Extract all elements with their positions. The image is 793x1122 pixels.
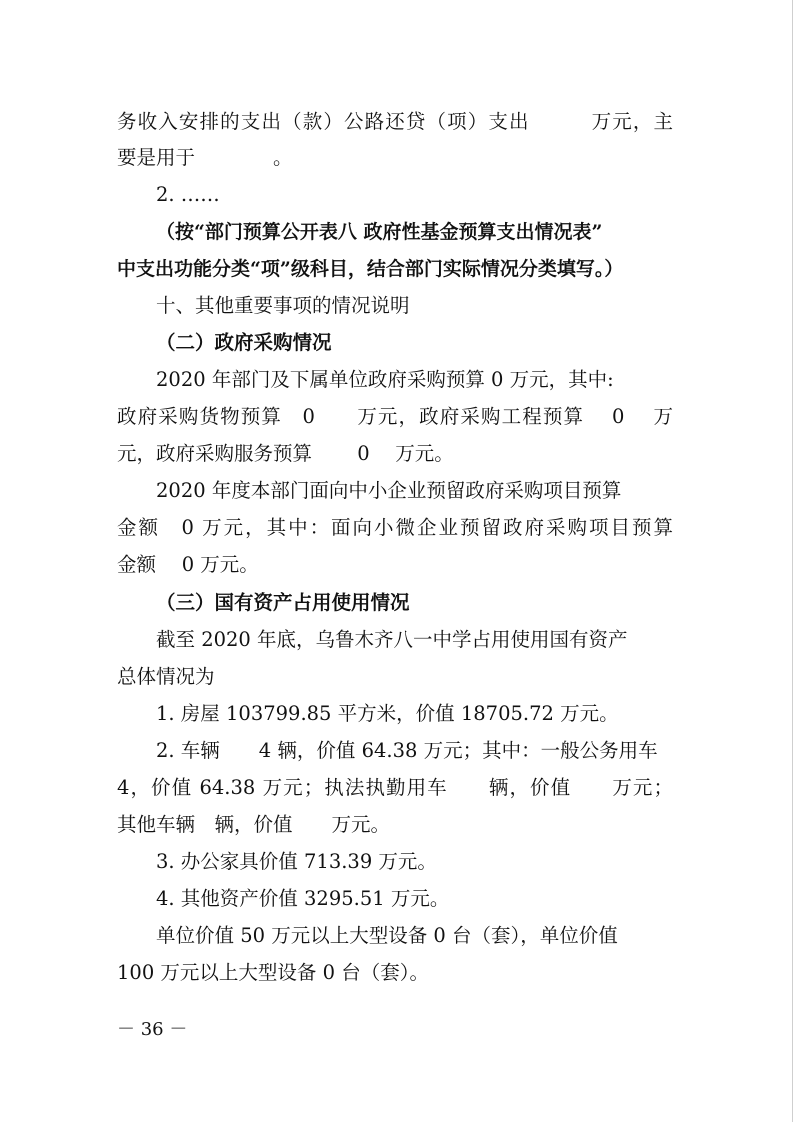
- text-line: 金额 0 万元，其中：面向小微企业预留政府采购项目预算: [117, 516, 673, 539]
- instruction-line: 中支出功能分类“项”级科目，结合部门实际情况分类填写。）: [117, 258, 624, 280]
- text-line: 其他车辆 辆，价值 万元。: [117, 813, 391, 836]
- text-line: 4. 其他资产价值 3295.51 万元。: [156, 887, 450, 910]
- text-line: 单位价值 50 万元以上大型设备 0 台（套），单位价值: [156, 924, 618, 947]
- text-line: 2020 年部门及下属单位政府采购预算 0 万元，其中:: [156, 368, 614, 391]
- subsection-heading: （二）政府采购情况: [156, 331, 332, 354]
- text-line: 1. 房屋 103799.85 平方米，价值 18705.72 万元。: [156, 702, 619, 725]
- instruction-line: （按“部门预算公开表八 政府性基金预算支出情况表”: [156, 221, 603, 243]
- text-line: 3. 办公家具价值 713.39 万元。: [156, 850, 437, 873]
- text-line: 2. ……: [156, 183, 220, 206]
- text-line: 100 万元以上大型设备 0 台（套）。: [117, 961, 429, 984]
- text-line: 总体情况为: [117, 665, 215, 688]
- subsection-heading: （三）国有资产占用使用情况: [156, 591, 410, 614]
- text-line: 2. 车辆 4 辆，价值 64.38 万元；其中：一般公务用车: [156, 739, 658, 762]
- text-line: 金额 0 万元。: [117, 553, 259, 576]
- text-line: 截至 2020 年底，乌鲁木齐八一中学占用使用国有资产: [156, 628, 628, 651]
- text-line: 元，政府采购服务预算 0 万元。: [117, 442, 454, 465]
- text-line: 2020 年度本部门面向中小企业预留政府采购项目预算: [156, 479, 622, 502]
- text-line: 4，价值 64.38 万元；执法执勤用车 辆，价值 万元；: [117, 776, 673, 799]
- section-heading: 十、其他重要事项的情况说明: [156, 294, 410, 317]
- page-number: － 36 －: [117, 1019, 188, 1040]
- text-line: 要是用于 。: [117, 146, 293, 169]
- text-line: 政府采购货物预算 0 万元，政府采购工程预算 0 万: [117, 405, 673, 428]
- text-line: 务收入安排的支出（款）公路还贷（项）支出 万元，主: [117, 110, 673, 133]
